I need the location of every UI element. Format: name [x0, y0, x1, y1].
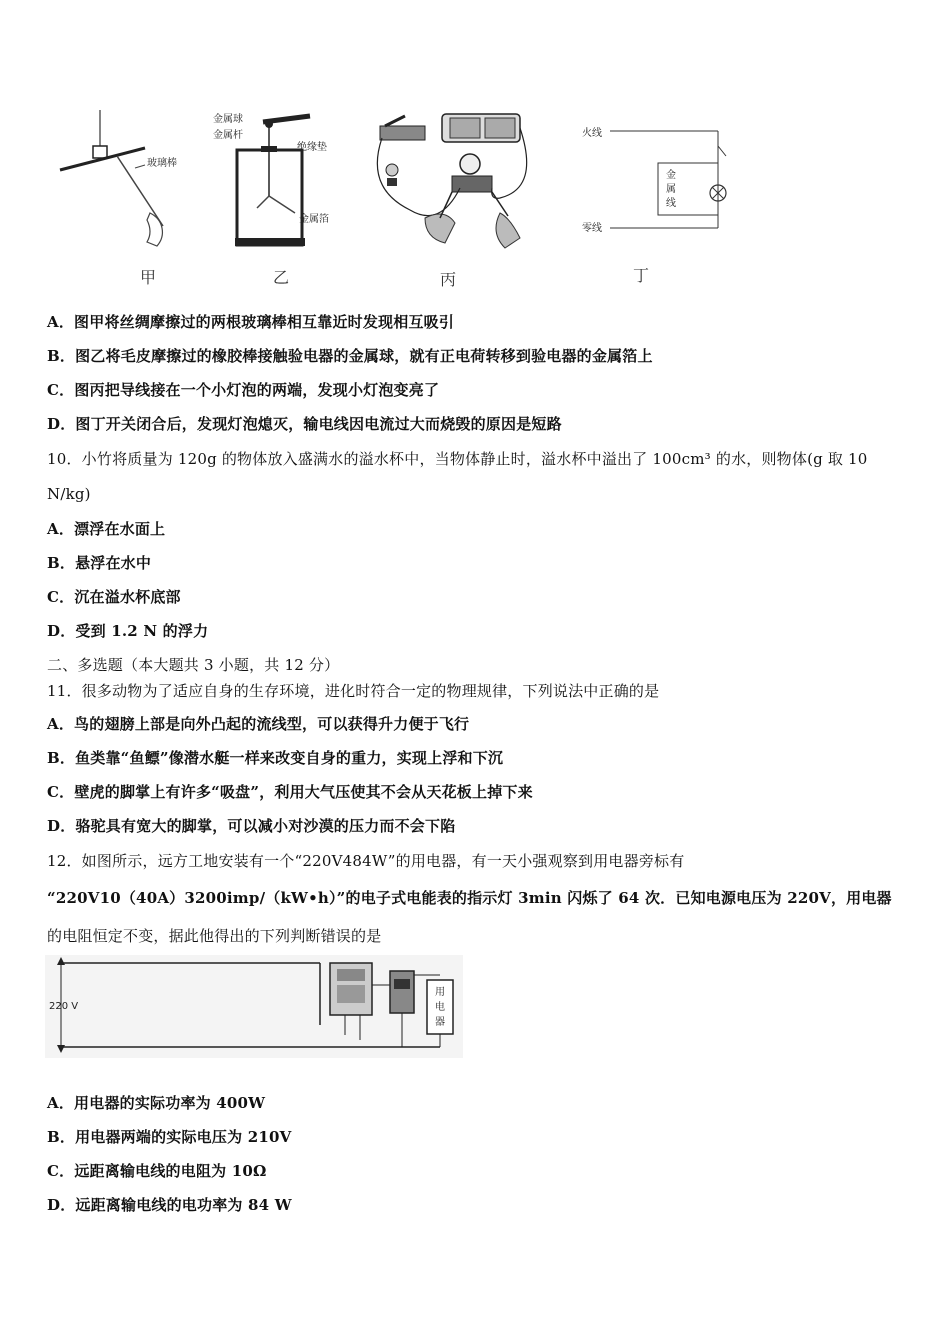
q11-option-a: A．鸟的翅膀上部是向外凸起的流线型，可以获得升力便于飞行: [47, 715, 470, 733]
q12-stem-line3: 的电阻恒定不变，据此他得出的下列判断错误的是: [47, 927, 382, 945]
q11-option-c: C．壁虎的脚掌上有许多“吸盘”，利用大气压使其不会从天花板上掉下来: [47, 783, 533, 801]
label-device-1: 用: [435, 987, 445, 998]
figure-yi: [205, 108, 345, 258]
q10-option-d: D．受到 1.2 N 的浮力: [47, 622, 209, 640]
q12-stem-line2: “220V10（40A）3200imp/（kW•h）”的电子式电能表的指示灯 3min 闪烁了 64 次．已知电源电压为 220V，用电器: [47, 889, 892, 907]
q12-option-b: B．用电器两端的实际电压为 210V: [47, 1128, 292, 1146]
q12-option-d: D．远距离输电线的电功率为 84 W: [47, 1196, 292, 1214]
label-metal-wire-1: 金: [666, 170, 676, 181]
section2-heading: 二、多选题（本大题共 3 小题，共 12 分）: [47, 656, 340, 674]
q9-option-d: D．图丁开关闭合后，发现灯泡熄灭，输电线因电流过大而烧毁的原因是短路: [47, 415, 562, 433]
figure-jia: [55, 108, 195, 258]
caption-ding: 丁: [633, 266, 650, 285]
label-metal-wire-2: 属: [666, 184, 676, 195]
label-live-wire: 火线: [582, 128, 602, 139]
q11-option-b: B．鱼类靠“鱼鳔”像潜水艇一样来改变自身的重力，实现上浮和下沉: [47, 749, 504, 767]
q10-stem-line1: 10．小竹将质量为 120g 的物体放入盛满水的溢水杯中，当物体静止时，溢水杯中溢出了 100cm³ 的水，则物体(g 取 10: [47, 450, 868, 468]
caption-bing: 丙: [440, 270, 457, 289]
q12-option-a: A．用电器的实际功率为 400W: [47, 1094, 266, 1112]
q9-option-a: A．图甲将丝绸摩擦过的两根玻璃棒相互靠近时发现相互吸引: [47, 313, 455, 331]
label-metal-foil: 金属箔: [299, 214, 329, 225]
label-metal-wire-3: 线: [666, 198, 676, 209]
q11-option-d: D．骆驼具有宽大的脚掌，可以减小对沙漠的压力而不会下陷: [47, 817, 456, 835]
label-voltage: 220 V: [49, 1001, 79, 1012]
q9-option-b: B．图乙将毛皮摩擦过的橡胶棒接触验电器的金属球，就有正电荷转移到验电器的金属箔上: [47, 347, 653, 365]
q10-option-a: A．漂浮在水面上: [47, 520, 166, 538]
figure-ding: [578, 118, 738, 248]
label-metal-rod: 金属杆: [213, 130, 243, 141]
label-device-3: 器: [435, 1017, 445, 1028]
q10-option-b: B．悬浮在水中: [47, 554, 152, 572]
q9-option-c: C．图丙把导线接在一个小灯泡的两端，发现小灯泡变亮了: [47, 381, 440, 399]
caption-jia: 甲: [140, 268, 157, 287]
q10-stem-line2: N/kg): [47, 485, 91, 503]
q11-stem: 11．很多动物为了适应自身的生存环境，进化时符合一定的物理规律，下列说法中正确的是: [47, 682, 660, 700]
label-neutral-wire: 零线: [582, 223, 602, 234]
caption-yi: 乙: [273, 268, 290, 287]
label-glass-rod: 玻璃棒: [147, 158, 177, 169]
figure-bing: [370, 108, 540, 258]
q12-option-c: C．远距离输电线的电阻为 10Ω: [47, 1162, 267, 1180]
label-insulating-pad: 绝缘垫: [297, 142, 327, 153]
q10-option-c: C．沉在溢水杯底部: [47, 588, 181, 606]
label-metal-ball: 金属球: [213, 114, 243, 125]
q12-circuit-figure: [45, 955, 465, 1060]
label-device-2: 电: [435, 1002, 445, 1013]
q12-stem-line1: 12．如图所示，远方工地安装有一个“220V484W”的用电器，有一天小强观察到用电器旁标有: [47, 852, 685, 870]
